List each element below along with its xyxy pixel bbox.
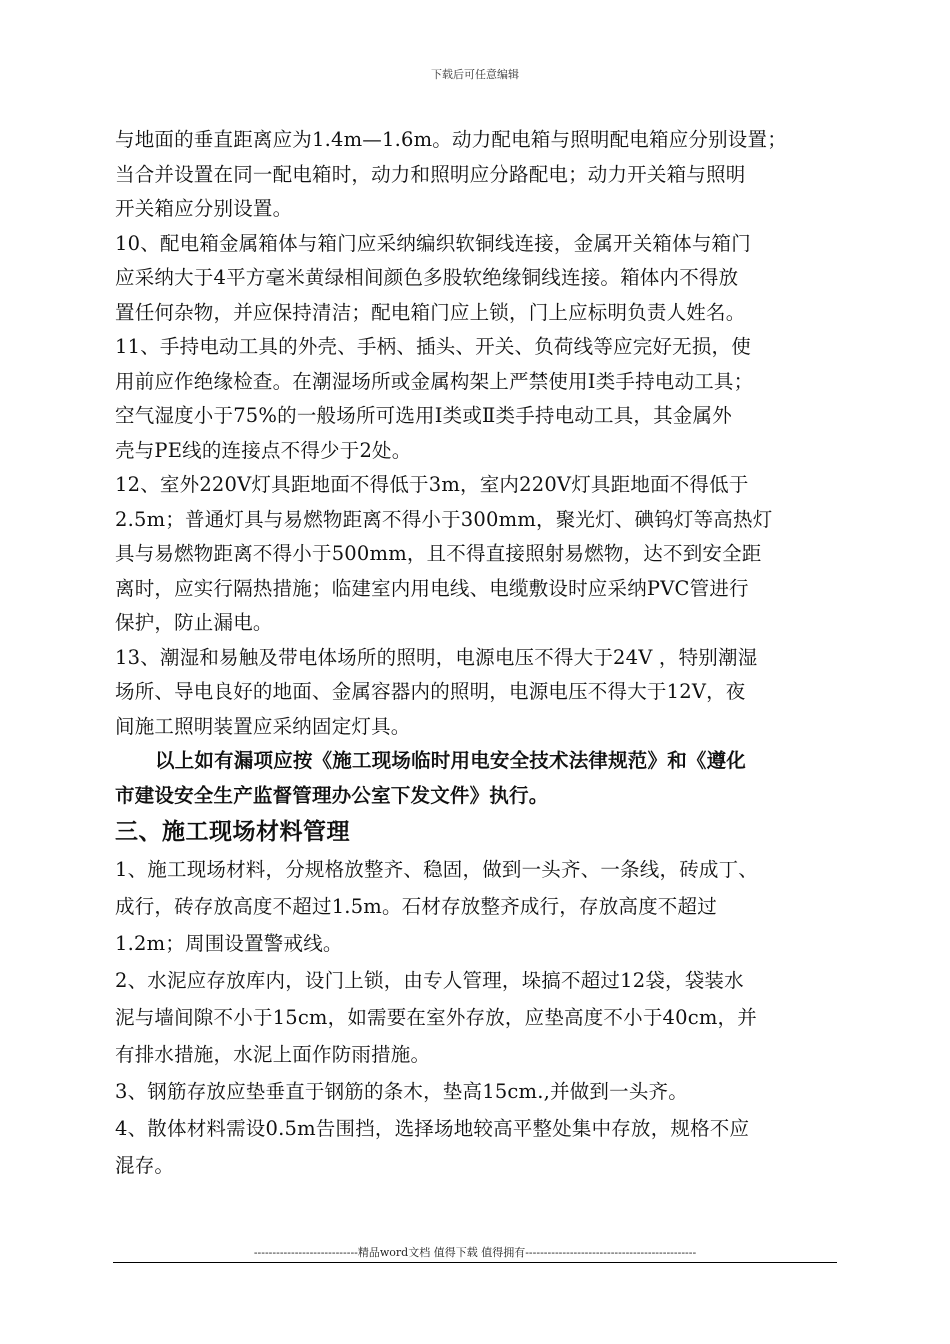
paragraph-distribution-box-height: 与地面的垂直距离应为1.4m—1.6m。动力配电箱与照明配电箱应分别设置； 当合并设置在同一配电箱时，动力和照明应分路配电；动力开关箱与照明 开关箱应分别设置。 bbox=[115, 128, 787, 220]
section-heading: 三、施工现场材料管理 bbox=[115, 818, 350, 845]
section-item-4: 4、散体材料需设0.5m告围挡，选择场地较高平整处集中存放，规格不应 混存。 bbox=[115, 1117, 750, 1177]
section-item-1: 1、施工现场材料，分规格放整齐、稳固，做到一头齐、一条线，砖成丁、 成行，砖存放高度不超过1.5m。石材存放整齐成行，存放高度不超过 1.2m；周围设置警戒线。 bbox=[115, 858, 759, 955]
document-body bbox=[115, 123, 840, 1184]
page-header-note: 下载后可任意编辑 bbox=[431, 68, 519, 81]
footer-divider bbox=[113, 1262, 837, 1263]
paragraph-item-12: 12、室外220V灯具距地面不得低于3m，室内220V灯具距地面不得低于 2.5m；普通灯具与易燃物距离不得小于300mm，聚光灯、碘钨灯等高热灯 具与易燃物距离不得小于500mm，且不得直接照射易燃物，达不到安全距 离时，应实行隔热措施；临建室内用电线、电缆敷设时应采纳PVC管进行 保护，防止漏电。 bbox=[115, 473, 773, 634]
paragraph-item-10: 10、配电箱金属箱体与箱门应采纳编织软铜线连接，金属开关箱体与箱门 应采纳大于4平方毫米黄绿相间颜色多股软绝缘铜线连接。箱体内不得放 置任何杂物，并应保持清洁；配电箱门应上锁，门上应标明负责人姓名。 bbox=[115, 231, 751, 324]
page-footer-note: ----------------------------精品word文档 值得下载 值得拥有---------------------------------------------- bbox=[253, 1246, 697, 1259]
section-item-3: 3、钢筋存放应垫垂直于钢筋的条木，垫高15cm.,并做到一头齐。 bbox=[115, 1080, 688, 1103]
paragraph-item-11: 11、手持电动工具的外壳、手柄、插头、开关、负荷线等应完好无损，使 用前应作绝缘检查。在潮湿场所或金属构架上严禁使用Ⅰ类手持电动工具； 空气湿度小于75%的一般场所可选用Ⅰ类或Ⅱ类手持电动工具，其金属外 壳与PE线的连接点不得少于2处。 bbox=[115, 335, 754, 462]
paragraph-item-13: 13、潮湿和易触及带电体场所的照明，电源电压不得大于24V ，特别潮湿 场所、导电良好的地面、金属容器内的照明，电源电压不得大于12V，夜 间施工照明装置应采纳固定灯具。 bbox=[115, 645, 758, 738]
section-item-2: 2、水泥应存放库内，设门上锁，由专人管理，垛搞不超过12袋，袋装水 泥与墙间隙不小于15cm，如需要在室外存放，应垫高度不小于40cm，并 有排水措施，水泥上面作防雨措施。 bbox=[115, 969, 757, 1066]
bold-note: 以上如有漏项应按《施工现场临时用电安全技术法律规范》和《遵化 市建设安全生产监督管理办公室下发文件》执行。 bbox=[115, 749, 747, 807]
